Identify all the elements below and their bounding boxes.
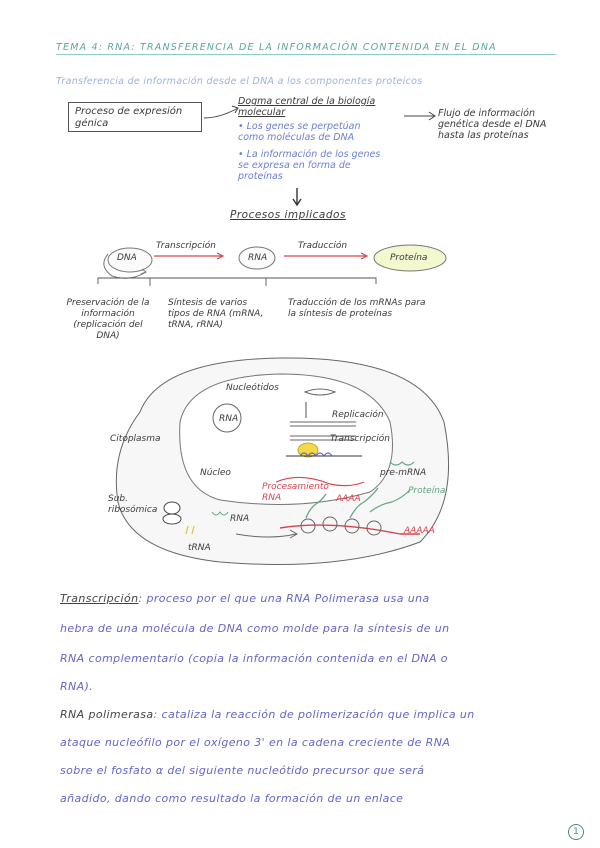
dogma-title: Dogma central de la biología molecular <box>238 96 376 118</box>
p1-line4: RNA). <box>60 680 94 693</box>
p1-line3: RNA complementario (copia la información contenida en el DNA o <box>60 652 448 665</box>
p2-line4: añadido, dando como resultado la formación de un enlace <box>60 792 404 805</box>
rna-polimerasa-term: RNA polimerasa <box>60 708 154 721</box>
rna-node-label: RNA <box>248 253 268 263</box>
p2-line1 <box>60 708 475 721</box>
flujo-informacion-text: Flujo de información genética desde el DNA hasta las proteínas <box>438 108 547 141</box>
traduccion-mrna-text: Traducción de los mRNAs para la síntesis de proteínas <box>288 298 426 319</box>
replicacion-label: Replicación <box>332 410 384 420</box>
aaaa-label: AAAA <box>336 494 361 504</box>
transcripcion-term: Transcripción <box>60 592 139 605</box>
p1-line2: hebra de una molécula de DNA como molde para la síntesis de un <box>60 622 450 635</box>
page-subtitle: Transferencia de información desde el DNA a los componentes proteicos <box>56 76 423 87</box>
nucleotidos-label: Nucleótidos <box>226 383 279 393</box>
proteina-cell-label: Proteína <box>408 486 446 496</box>
proteina-node-label: Proteína <box>390 253 428 263</box>
pre-mrna-label: pre-mRNA <box>380 468 427 478</box>
traduccion-label: Traducción <box>298 241 348 251</box>
p1-line1-text: : proceso por el que una RNA Polimerasa usa una <box>138 592 430 605</box>
nucleo-label: Núcleo <box>200 468 231 478</box>
transcripcion-label: Transcripción <box>156 241 216 251</box>
transcripcion-cell-label: Transcripción <box>330 434 390 444</box>
subunidades-label: Sub. ribosómica <box>108 494 158 515</box>
dna-node-label: DNA <box>117 253 137 263</box>
procesamiento-label: Procesamiento RNA <box>262 482 329 503</box>
dogma-central-block <box>238 96 388 182</box>
page-title: TEMA 4: RNA: TRANSFERENCIA DE LA INFORMACIÓN CONTENIDA EN EL DNA <box>56 42 556 55</box>
cell-diagram <box>100 352 460 572</box>
p2-line2: ataque nucleófilo por el oxígeno 3' en la cadena creciente de RNA <box>60 736 451 749</box>
dogma-to-flujo-arrow <box>400 104 440 124</box>
bracket-line <box>98 278 376 284</box>
trna-label: tRNA <box>188 543 211 553</box>
p2-line3: sobre el fosfato α del siguiente nucleótido precursor que será <box>60 764 425 777</box>
sintesis-rna-text: Síntesis de varios tipos de RNA (mRNA, tRNA, rRNA) <box>168 298 264 330</box>
process-flow-svg <box>90 236 470 296</box>
citoplasma-label: Citoplasma <box>110 434 161 444</box>
down-arrow <box>290 186 304 208</box>
p1-line1 <box>60 592 430 605</box>
nucleolus-rna-label: RNA <box>219 414 239 424</box>
dogma-bullet-1: • Los genes se perpetúan como moléculas de DNA <box>238 121 361 143</box>
preservacion-text: Preservación de la información (replicación del DNA) <box>66 298 150 341</box>
gene-expression-box: Proceso de expresión génica <box>68 102 202 132</box>
aaaaa-label: AAAAA <box>404 526 435 536</box>
p2-line1-text: : cataliza la reacción de polimerización que implica un <box>153 708 475 721</box>
rna-small-label: RNA <box>230 514 250 524</box>
procesos-implicados-title: Procesos implicados <box>230 209 346 221</box>
page-number: 1 <box>568 824 584 840</box>
dogma-bullet-2: • La información de los genes se expresa en forma de proteínas <box>238 149 381 182</box>
